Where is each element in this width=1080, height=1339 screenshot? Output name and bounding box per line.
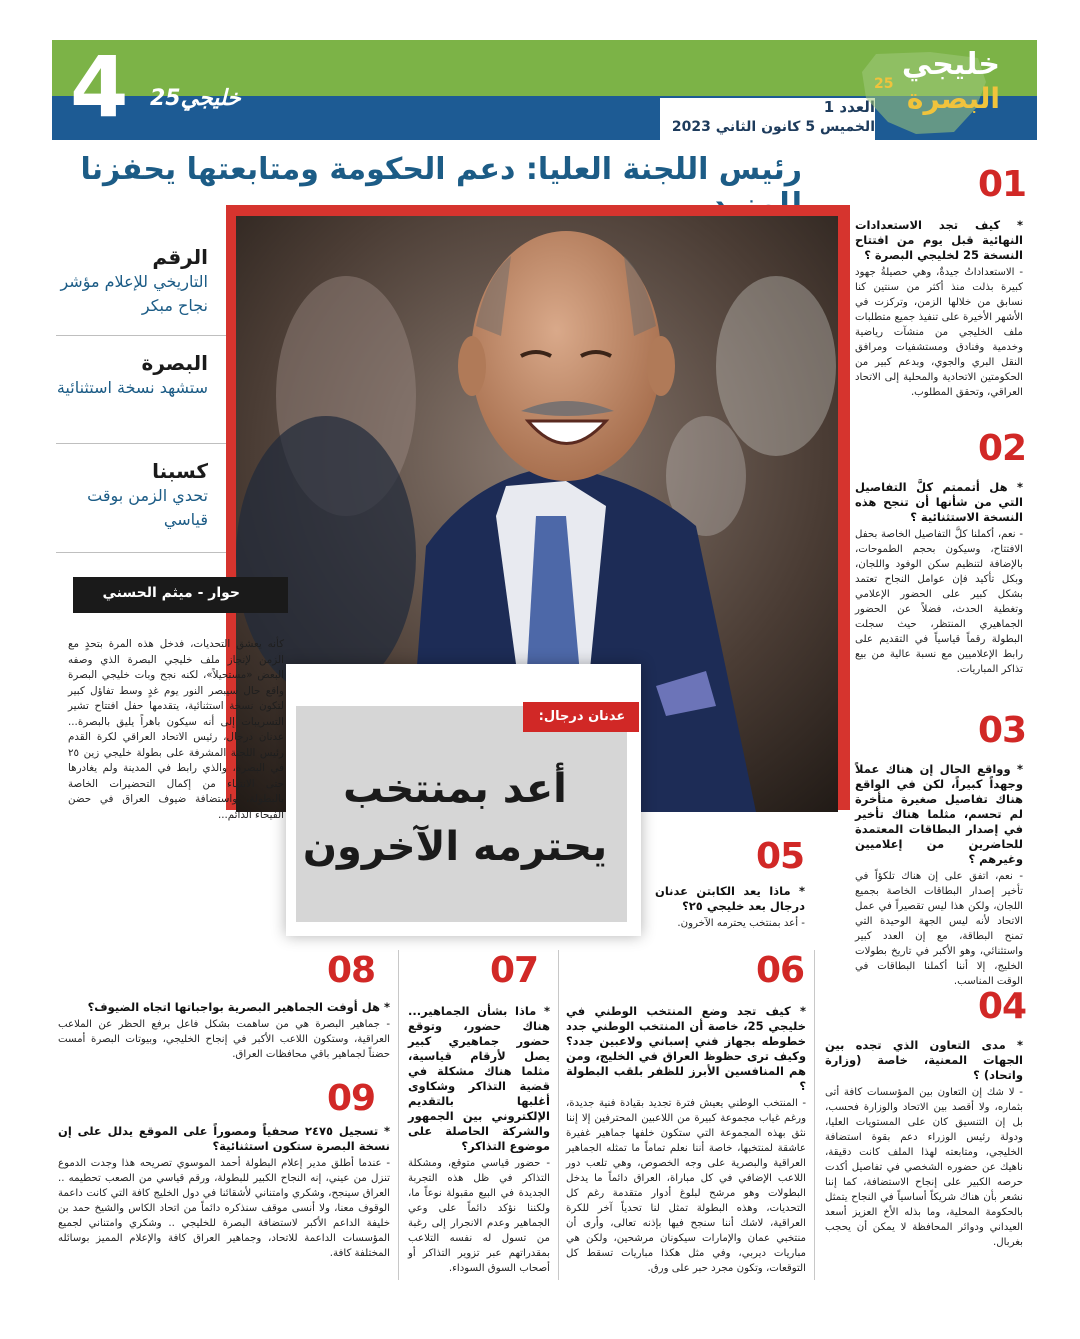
issue-date: الخميس 5 كانون الثاني 2023 (671, 119, 875, 135)
sidebar-divider (56, 335, 228, 336)
answer-text: - أعد بمنتخب يحترمه الآخرون. (677, 918, 805, 929)
column-divider (558, 950, 559, 1280)
question-text: * كيف تجد وضع المنتخب الوطني في خليجي 25، خاصة أن المنتخب الوطني جدد خطوطه بجهاز فني إسباني ولاعبين جدد؟ وكيف ترى حظوظ العراق في الخليج، ومن هم المنافسين الأبرز للظفر بلقب البطولة ؟ (566, 1004, 806, 1093)
answer-text: - عندما أطلق مدير إعلام البطولة أحمد الموسوي تصريحه هذا وجدت الدموع تنزل من عيني، إنه النجاح الكبير للبطولة، ورقم قياسي من الصعب تحطيمه .. العراق سينجح، وشكري وامتناني لأشقائنا في دول الخليج كافة التي كانت داعمة الوقوف معنا، ولا أنسى موقف سنذكره دائماً من اتحاد الكاس والشيخ حمد بن خليفة الداعم الأكبر لاستضافة البصرة للخليجي .. وشكري وامتناني لجميع المؤسسات الداعمة للاتحاد، وجماهير العراق كافة والإعلام المميز بوسائله المختلفة كافة. (58, 1158, 390, 1259)
question-number: 08 (327, 950, 376, 991)
sidebar-heading: كسبنا (152, 459, 208, 483)
sidebar-text: ستشهد نسخة استثنائية (56, 378, 208, 397)
answer-text: - جماهير البصرة هي من ساهمت بشكل فاعل برفع الحظر عن الملاعب العراقية، وستكون اللاعب الأكبر في إنجاح الخليجي، وبيوتات البصرة أمست حضناً لجماهير باقي محافظات العراق. (58, 1019, 390, 1060)
question-number: 09 (327, 1078, 376, 1119)
question-number: 01 (978, 164, 1027, 205)
sidebar-divider (56, 443, 228, 444)
question-text: * وواقع الحال إن هناك عملاً وجهداً كبيراً، لكن في الواقع هناك تفاصيل صغيرة متأخرة لم تحسم، مثلما هناك تأخير في إصدار البطاقات المعتمدة للحاضرين من إعلاميين وغيرهم ؟ (855, 762, 1023, 866)
quote-speaker: عدنان درجال: (538, 709, 626, 724)
byline: حوار - ميثم الحسني (102, 585, 240, 601)
answer-text: - نعم، أكملنا كلَّ التفاصيل الخاصة بحفل الافتتاح، وسيكون بحجم الطموحات، بالإضافة لتنظيم سكن الوفود واللجان، وبكل تأكيد فإن عوامل النجاح تعتمد بشكل كبير على الحضور الإعلامي وتغطية الحدث، فضلاً عن الحضور الجماهيري المنتظر، حيث سجلت البطولة رقماً قياسياً في التقديم على رابط الإعلاميين مع نسبة عالية من بيع تذاكر المباريات. (855, 529, 1023, 675)
sidebar-divider (56, 552, 228, 553)
sidebar-heading: البصرة (141, 351, 208, 375)
logo-number: 25 (874, 76, 894, 92)
logo-text-basra: البصرة (906, 82, 1000, 115)
sidebar-item-basra (56, 350, 208, 400)
question-number: 07 (490, 950, 539, 991)
sidebar-item-record (56, 244, 208, 318)
qa-block-01 (855, 218, 1023, 400)
page-headline: رئيس اللجنة العليا: دعم الحكومة ومتابعتها يحفزنا (80, 152, 802, 187)
qa-block-06 (566, 1004, 806, 1276)
column-divider (814, 950, 815, 1280)
page-number: 4 (70, 38, 127, 136)
sidebar-item-won (56, 458, 208, 532)
column-divider (398, 950, 399, 1280)
question-text: * كيف تجد الاستعدادات النهائية قبل يوم من افتتاح النسخة 25 لخليجي البصرة ؟ (855, 218, 1023, 262)
answer-text: - لا شك إن التعاون بين المؤسسات كافة أتى بثماره، ولا أقصد بين الاتحاد والوزارة فحسب، بل إن التنسيق كان على المستويات العليا، ودولة رئيس الوزراء دعم بقوة استضافة الخليجي، ومتابعته لهذا الملف كانت دقيقة، ناهيك عن حضوره الشخصي في تفاصيل أكدت حرصه الكبير على إنجاح الاستضافة، كما إننا نشعر بأن هناك شريكاً أساسياً في النجاح يتمثل بالحكومة المحلية، وما بذله الأخ العزيز أسعد العيداني ودوائر المحافظة لا يمكن أن يحجب بغربال. (825, 1087, 1023, 1248)
question-number: 06 (756, 950, 805, 991)
qa-block-04 (825, 1038, 1023, 1250)
qa-block-07 (408, 1004, 550, 1276)
question-text: * مدى التعاون الذي تجده بين الجهات المعنية، خاصة (وزارة واتحاد) ؟ (825, 1038, 1023, 1082)
answer-text: - المنتخب الوطني يعيش فترة تجديد بقيادة فنية جديدة، ورغم غياب مجموعة كبيرة من اللاعبين المحترفين إلا إننا نثق بهذه المجموعة التي ستكون خلفها جماهير غفيرة عاشقة لمنتخبها، خاصة أننا نعلم تماماً ما تمثله الجماهير العراقية والبصرية على وجه الخصوص، وهي تلعب دور اللاعب الإضافي في كل مباراة، العراق دائماً ما يدخل البطولات وهو مرشح لبلوغ أدوار متقدمة رغم كل التحديات، وهذه البطولة تمثل لنا تحدياً آخر للكرة العراقية، لاشك أننا سنجح فيها بإذنه تعالى، وأرى أن منتخبي عمان والإمارات سيكونان مرشحين، ولكن هي مباريات ديربي، وفي مثل هكذا مباريات تسقط كل التوقعات، وتكون مجرد حبر على ورق. (566, 1098, 806, 1274)
question-number: 05 (756, 836, 805, 877)
sidebar-text: التاريخي للإعلام مؤشر نجاح مبكر (60, 272, 208, 315)
logo-text-khaleeji: خليجي (901, 47, 1000, 82)
page-brand: خليجي25 (150, 86, 241, 111)
question-text: * تسجيل ٢٤٧٥ صحفياً ومصوراً على الموقع يدلل على إن نسخة البصرة ستكون استثنائية؟ (58, 1124, 390, 1153)
question-text: * ماذا بشأن الجماهير... هناك حضور، وتوقع حضور جماهيري كبير يصل لأرقام قياسية، مثلما هناك مشكلة في قضية التذاكر وشكاوى أغلبها بالتقديم الإلكتروني بين الجمهور والشركة الحاصلة على موضوع التذاكر؟ (408, 1004, 550, 1153)
sidebar-text: تحدي الزمن بوقت قياسي (87, 486, 208, 529)
pull-quote: أعد بمنتخب يحترمه الآخرون (302, 766, 608, 870)
question-number: 03 (978, 710, 1027, 751)
qa-block-03 (855, 762, 1023, 989)
issue-number: العدد 1 (823, 98, 875, 116)
interview-intro: كأنه يعشق التحديات، فدخل هذه المرة بتحدٍ مع الزمن لإنجاز ملف خليجي البصرة الذي وصفه البعض «مستحيلاً»، لكنه نجح وبات خليجي البصرة واقع حال سيبصر النور يوم غدٍ وسط تفاؤل كبير لتكون نسخة استثنائية، يتقدمها حفل افتتاح تشير التسريبات إلى أنه سيكون باهراً يليق بالبصرة... عدنان درجال، رئيس الاتحاد العراقي لكرة القدم رئيس اللجنة المشرفة على بطولة خليجي زين ٢٥ في البصرة، والذي رابط في المدينة ولم يغادرها حتى الانتهاء من إكمال التحضيرات الخاصة بالبطولة، واستضافة ضيوف العراق في حضن الفيحاء الدائم... (68, 638, 284, 821)
question-number: 04 (978, 986, 1027, 1027)
answer-text: - حضور قياسي متوقع، ومشكلة التذاكر في ظل هذه التجربة الجديدة في البيع مقبولة نوعاً ما، ولكننا نؤكد دائماً على وعي الجماهير وعدم الانجرار إلى رغبة من تسول له نفسه التلاعب بمقدراتهم عبر تزوير التذاكر أو أصحاب السوق السوداء. (408, 1158, 550, 1274)
question-number: 02 (978, 428, 1027, 469)
question-text: * ماذا يعد الكابتن عدنان درجال بعد خليجي ٢٥؟ (655, 884, 805, 913)
qa-block-05 (655, 884, 805, 931)
question-text: * هل أوفت الجماهير البصرية بواجباتها اتجاه الضيوف؟ (87, 1000, 390, 1014)
sidebar-heading: الرقم (152, 245, 208, 269)
answer-text: - نعم، اتفق على إن هناك تلكؤاً في تأخير إصدار البطاقات الخاصة بجميع اللجان، ولكن هذا ليس تقصيراً في عمل الاتحاد لأنه ليس الجهة الوحيدة التي تمنح البطاقة، مع إن العدد كبير واستثنائي، وهو الأكبر في تاريخ بطولات الخليج، إلا أننا أكملنا البطاقات في الوقت المناسب. (855, 871, 1023, 987)
answer-text: - الاستعداداتُ جيدةٌ، وهي حصيلةُ جهود كبيرة بذلت منذ أكثر من سنتين كنا نسابق من خلالها الزمن، وتركزت في الأشهر الأخيرة على تنفيذ جميع متطلبات ملف الخليجي من منشآت رياضية وخدمية وفنادق ومستشفيات ومرافق النقل البري والجوي، وبدعم كبير من الحكومتين الاتحادية والمحلية إلى الاتحاد العراقي، وتحقق المطلوب. (855, 267, 1023, 398)
qa-block-02 (855, 480, 1023, 677)
question-text: * هل أتممتم كلَّ التفاصيل التي من شأنها أن تنجح هذه النسخة الاستثنائية ؟ (855, 480, 1023, 524)
qa-block-09 (58, 1124, 390, 1261)
qa-block-08 (58, 1000, 390, 1062)
